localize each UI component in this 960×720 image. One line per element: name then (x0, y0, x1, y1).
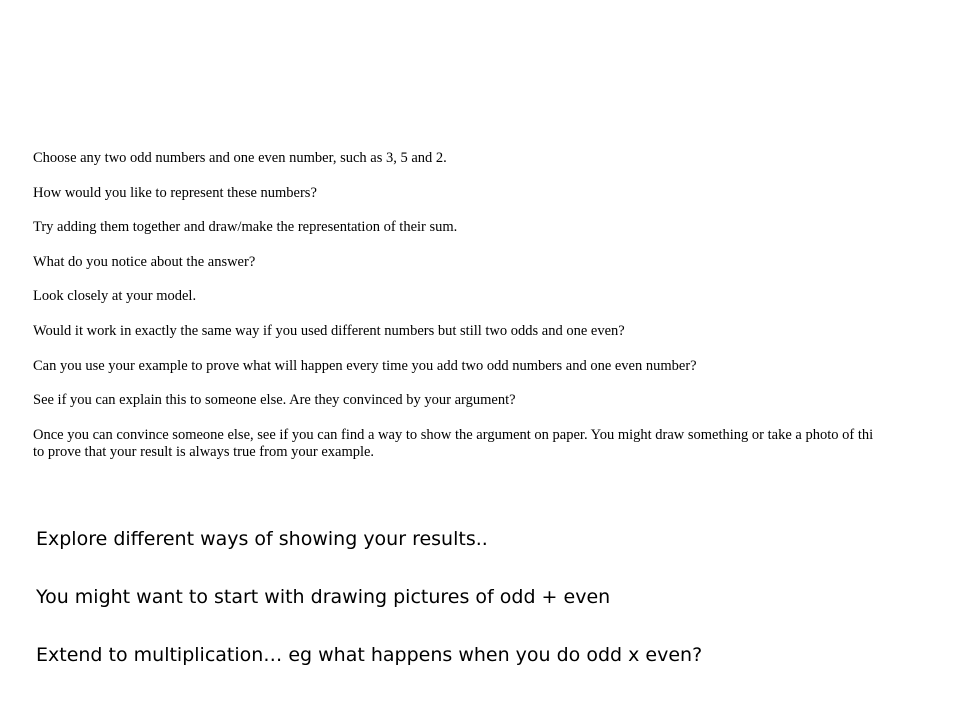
instruction-line: Try adding them together and draw/make the representation of their sum. (33, 219, 458, 236)
note-explore: Explore different ways of showing your results.. (36, 528, 488, 550)
instruction-line: What do you notice about the answer? (33, 253, 256, 270)
instruction-line: Would it work in exactly the same way if you used different numbers but still two odds and one even? (33, 322, 625, 339)
instruction-line: How would you like to represent these numbers? (33, 184, 317, 201)
instruction-line: Look closely at your model. (33, 288, 197, 305)
pasted-instructions (33, 150, 960, 461)
instruction-line: Can you use your example to prove what will happen every time you add two odd numbers and one even number? (33, 357, 697, 374)
final-paragraph-line-1: Once you can convince someone else, see if you can find a way to show the argument on paper. You might draw something or take a photo of thi (33, 426, 874, 443)
final-paragraph-line-2: to prove that your result is always true from your example. (33, 443, 375, 460)
instruction-line: Choose any two odd numbers and one even number, such as 3, 5 and 2. (33, 150, 447, 166)
note-multiplication: Extend to multiplication… eg what happens when you do odd x even? (36, 644, 703, 666)
teacher-notes (36, 524, 946, 698)
instruction-line: See if you can explain this to someone else. Are they convinced by your argument? (33, 392, 516, 409)
note-drawing: You might want to start with drawing pictures of odd + even (36, 586, 611, 608)
